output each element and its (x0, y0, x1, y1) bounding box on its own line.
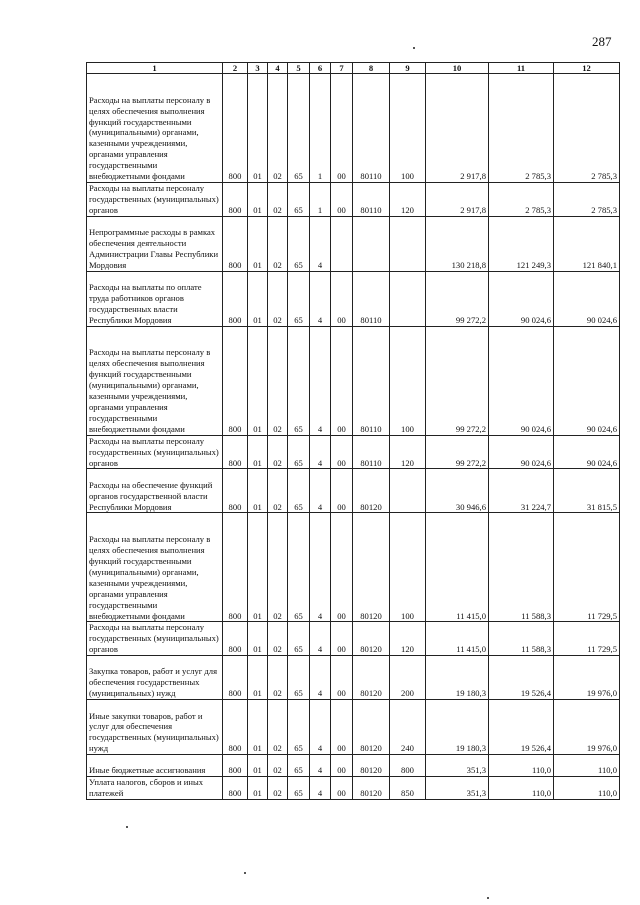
cell-col-4: 02 (268, 326, 288, 435)
cell-col-11: 11 588,3 (489, 513, 554, 622)
cell-col-11: 110,0 (489, 777, 554, 800)
row-description-cell: Расходы на обеспечение функций органов государственной власти Республики Мордовия (87, 469, 223, 513)
cell-col-2: 800 (223, 183, 248, 217)
cell-col-11: 19 526,4 (489, 656, 554, 700)
scan-speck (244, 872, 246, 874)
cell-col-3: 01 (248, 622, 268, 656)
cell-col-7: 00 (331, 513, 353, 622)
cell-col-7: 00 (331, 755, 353, 777)
cell-col-9 (390, 469, 426, 513)
row-description-cell: Непрограммные расходы в рамках обеспечения деятельности Администрации Главы Республики Мордовия (87, 216, 223, 271)
cell-col-7: 00 (331, 656, 353, 700)
cell-col-2: 800 (223, 622, 248, 656)
cell-col-4: 02 (268, 469, 288, 513)
cell-col-2: 800 (223, 777, 248, 800)
cell-col-8: 80110 (353, 435, 390, 469)
row-description-cell: Расходы на выплаты персоналу государственных (муниципальных) органов (87, 183, 223, 217)
cell-col-3: 01 (248, 777, 268, 800)
cell-col-8: 80120 (353, 656, 390, 700)
row-description-cell: Иные закупки товаров, работ и услуг для обеспечения государственных (муниципальных) нужд (87, 700, 223, 755)
cell-col-5: 65 (288, 622, 310, 656)
cell-col-2: 800 (223, 326, 248, 435)
cell-col-2: 800 (223, 271, 248, 326)
cell-col-12: 90 024,6 (554, 435, 620, 469)
cell-col-10: 351,3 (426, 777, 489, 800)
cell-col-10: 11 415,0 (426, 513, 489, 622)
cell-col-9: 120 (390, 183, 426, 217)
cell-col-10: 130 218,8 (426, 216, 489, 271)
cell-col-11: 90 024,6 (489, 435, 554, 469)
cell-col-7: 00 (331, 435, 353, 469)
scan-speck (487, 897, 489, 899)
table-row (87, 326, 620, 435)
table-body (87, 63, 620, 800)
budget-table (86, 62, 620, 800)
column-header-11: 11 (489, 63, 554, 74)
cell-col-7: 00 (331, 271, 353, 326)
cell-col-8: 80120 (353, 777, 390, 800)
cell-col-5: 65 (288, 271, 310, 326)
page-number: 287 (592, 34, 612, 49)
scan-speck (126, 826, 128, 828)
column-header-1: 1 (87, 63, 223, 74)
cell-col-12: 2 785,3 (554, 183, 620, 217)
table-row (87, 777, 620, 800)
row-description-cell: Уплата налогов, сборов и иных платежей (87, 777, 223, 800)
cell-col-7: 00 (331, 326, 353, 435)
cell-col-5: 65 (288, 755, 310, 777)
cell-col-11: 2 785,3 (489, 183, 554, 217)
cell-col-11: 11 588,3 (489, 622, 554, 656)
cell-col-8: 80110 (353, 326, 390, 435)
cell-col-5: 65 (288, 183, 310, 217)
cell-col-6: 4 (310, 435, 331, 469)
table-row (87, 656, 620, 700)
cell-col-3: 01 (248, 216, 268, 271)
cell-col-3: 01 (248, 435, 268, 469)
cell-col-9: 850 (390, 777, 426, 800)
column-header-12: 12 (554, 63, 620, 74)
cell-col-4: 02 (268, 271, 288, 326)
cell-col-8: 80120 (353, 513, 390, 622)
cell-col-3: 01 (248, 271, 268, 326)
cell-col-9 (390, 216, 426, 271)
cell-col-2: 800 (223, 435, 248, 469)
cell-col-3: 01 (248, 183, 268, 217)
cell-col-4: 02 (268, 216, 288, 271)
cell-col-2: 800 (223, 469, 248, 513)
cell-col-7: 00 (331, 622, 353, 656)
cell-col-4: 02 (268, 183, 288, 217)
cell-col-11: 2 785,3 (489, 74, 554, 183)
cell-col-6: 4 (310, 326, 331, 435)
column-header-3: 3 (248, 63, 268, 74)
cell-col-6: 4 (310, 622, 331, 656)
cell-col-5: 65 (288, 469, 310, 513)
cell-col-7: 00 (331, 74, 353, 183)
cell-col-11: 90 024,6 (489, 326, 554, 435)
cell-col-7 (331, 216, 353, 271)
column-header-10: 10 (426, 63, 489, 74)
table-row (87, 755, 620, 777)
row-description-cell: Закупка товаров, работ и услуг для обеспечения государственных (муниципальных) нужд (87, 656, 223, 700)
cell-col-9: 200 (390, 656, 426, 700)
cell-col-12: 31 815,5 (554, 469, 620, 513)
cell-col-2: 800 (223, 74, 248, 183)
cell-col-10: 11 415,0 (426, 622, 489, 656)
cell-col-5: 65 (288, 513, 310, 622)
column-header-6: 6 (310, 63, 331, 74)
table-row (87, 183, 620, 217)
cell-col-7: 00 (331, 777, 353, 800)
cell-col-10: 19 180,3 (426, 656, 489, 700)
cell-col-6: 4 (310, 755, 331, 777)
table-row (87, 216, 620, 271)
scan-speck (413, 47, 415, 49)
cell-col-7: 00 (331, 700, 353, 755)
cell-col-9: 120 (390, 435, 426, 469)
cell-col-8: 80120 (353, 622, 390, 656)
cell-col-12: 110,0 (554, 777, 620, 800)
cell-col-9: 100 (390, 513, 426, 622)
cell-col-10: 2 917,8 (426, 74, 489, 183)
cell-col-8 (353, 216, 390, 271)
cell-col-9: 120 (390, 622, 426, 656)
cell-col-4: 02 (268, 74, 288, 183)
cell-col-10: 2 917,8 (426, 183, 489, 217)
cell-col-10: 351,3 (426, 755, 489, 777)
cell-col-10: 99 272,2 (426, 271, 489, 326)
cell-col-8: 80110 (353, 183, 390, 217)
cell-col-2: 800 (223, 700, 248, 755)
cell-col-5: 65 (288, 700, 310, 755)
table-row (87, 513, 620, 622)
cell-col-2: 800 (223, 755, 248, 777)
cell-col-8: 80110 (353, 271, 390, 326)
cell-col-10: 99 272,2 (426, 435, 489, 469)
cell-col-3: 01 (248, 513, 268, 622)
row-description-cell: Расходы на выплаты персоналу государственных (муниципальных) органов (87, 435, 223, 469)
cell-col-11: 19 526,4 (489, 700, 554, 755)
table-header-row (87, 63, 620, 74)
cell-col-2: 800 (223, 656, 248, 700)
cell-col-4: 02 (268, 622, 288, 656)
cell-col-4: 02 (268, 755, 288, 777)
cell-col-6: 4 (310, 656, 331, 700)
cell-col-3: 01 (248, 469, 268, 513)
cell-col-6: 4 (310, 700, 331, 755)
table-row (87, 469, 620, 513)
cell-col-5: 65 (288, 777, 310, 800)
row-description-cell: Расходы на выплаты персоналу в целях обеспечения выполнения функций государственными (муниципальными) органами, казенными учреждениями, органами управления государственными внебюджетными фондами (87, 74, 223, 183)
cell-col-2: 800 (223, 513, 248, 622)
cell-col-4: 02 (268, 777, 288, 800)
cell-col-6: 4 (310, 271, 331, 326)
row-description-cell: Расходы на выплаты по оплате труда работников органов государственных власти Республики Мордовия (87, 271, 223, 326)
cell-col-5: 65 (288, 74, 310, 183)
cell-col-3: 01 (248, 755, 268, 777)
cell-col-9: 800 (390, 755, 426, 777)
cell-col-6: 4 (310, 513, 331, 622)
cell-col-9: 240 (390, 700, 426, 755)
cell-col-5: 65 (288, 435, 310, 469)
cell-col-5: 65 (288, 326, 310, 435)
cell-col-11: 121 249,3 (489, 216, 554, 271)
cell-col-9: 100 (390, 326, 426, 435)
column-header-7: 7 (331, 63, 353, 74)
cell-col-10: 19 180,3 (426, 700, 489, 755)
column-header-4: 4 (268, 63, 288, 74)
cell-col-12: 2 785,3 (554, 74, 620, 183)
table-row (87, 622, 620, 656)
cell-col-10: 99 272,2 (426, 326, 489, 435)
cell-col-8: 80120 (353, 700, 390, 755)
row-description-cell: Расходы на выплаты персоналу государственных (муниципальных) органов (87, 622, 223, 656)
cell-col-11: 31 224,7 (489, 469, 554, 513)
cell-col-8: 80120 (353, 469, 390, 513)
cell-col-5: 65 (288, 656, 310, 700)
cell-col-5: 65 (288, 216, 310, 271)
cell-col-3: 01 (248, 656, 268, 700)
cell-col-4: 02 (268, 700, 288, 755)
cell-col-12: 90 024,6 (554, 326, 620, 435)
cell-col-4: 02 (268, 656, 288, 700)
cell-col-6: 1 (310, 183, 331, 217)
cell-col-6: 4 (310, 777, 331, 800)
cell-col-8: 80120 (353, 755, 390, 777)
table-row (87, 700, 620, 755)
cell-col-12: 110,0 (554, 755, 620, 777)
cell-col-6: 1 (310, 74, 331, 183)
row-description-cell: Расходы на выплаты персоналу в целях обеспечения выполнения функций государственными (муниципальными) органами, казенными учреждениями, органами управления государственными внебюджетными фондами (87, 513, 223, 622)
table-row (87, 435, 620, 469)
cell-col-9: 100 (390, 74, 426, 183)
cell-col-12: 121 840,1 (554, 216, 620, 271)
cell-col-7: 00 (331, 469, 353, 513)
cell-col-4: 02 (268, 513, 288, 622)
column-header-9: 9 (390, 63, 426, 74)
cell-col-2: 800 (223, 216, 248, 271)
cell-col-12: 11 729,5 (554, 513, 620, 622)
column-header-2: 2 (223, 63, 248, 74)
cell-col-10: 30 946,6 (426, 469, 489, 513)
column-header-8: 8 (353, 63, 390, 74)
cell-col-11: 110,0 (489, 755, 554, 777)
cell-col-12: 90 024,6 (554, 271, 620, 326)
cell-col-11: 90 024,6 (489, 271, 554, 326)
table-row (87, 74, 620, 183)
cell-col-6: 4 (310, 216, 331, 271)
cell-col-6: 4 (310, 469, 331, 513)
cell-col-12: 19 976,0 (554, 700, 620, 755)
column-header-5: 5 (288, 63, 310, 74)
cell-col-8: 80110 (353, 74, 390, 183)
cell-col-3: 01 (248, 326, 268, 435)
table-row (87, 271, 620, 326)
cell-col-7: 00 (331, 183, 353, 217)
cell-col-3: 01 (248, 74, 268, 183)
cell-col-9 (390, 271, 426, 326)
cell-col-4: 02 (268, 435, 288, 469)
cell-col-3: 01 (248, 700, 268, 755)
row-description-cell: Иные бюджетные ассигнования (87, 755, 223, 777)
cell-col-12: 11 729,5 (554, 622, 620, 656)
cell-col-12: 19 976,0 (554, 656, 620, 700)
row-description-cell: Расходы на выплаты персоналу в целях обеспечения выполнения функций государственными (муниципальными) органами, казенными учреждениями, органами управления государственными внебюджетными фондами (87, 326, 223, 435)
